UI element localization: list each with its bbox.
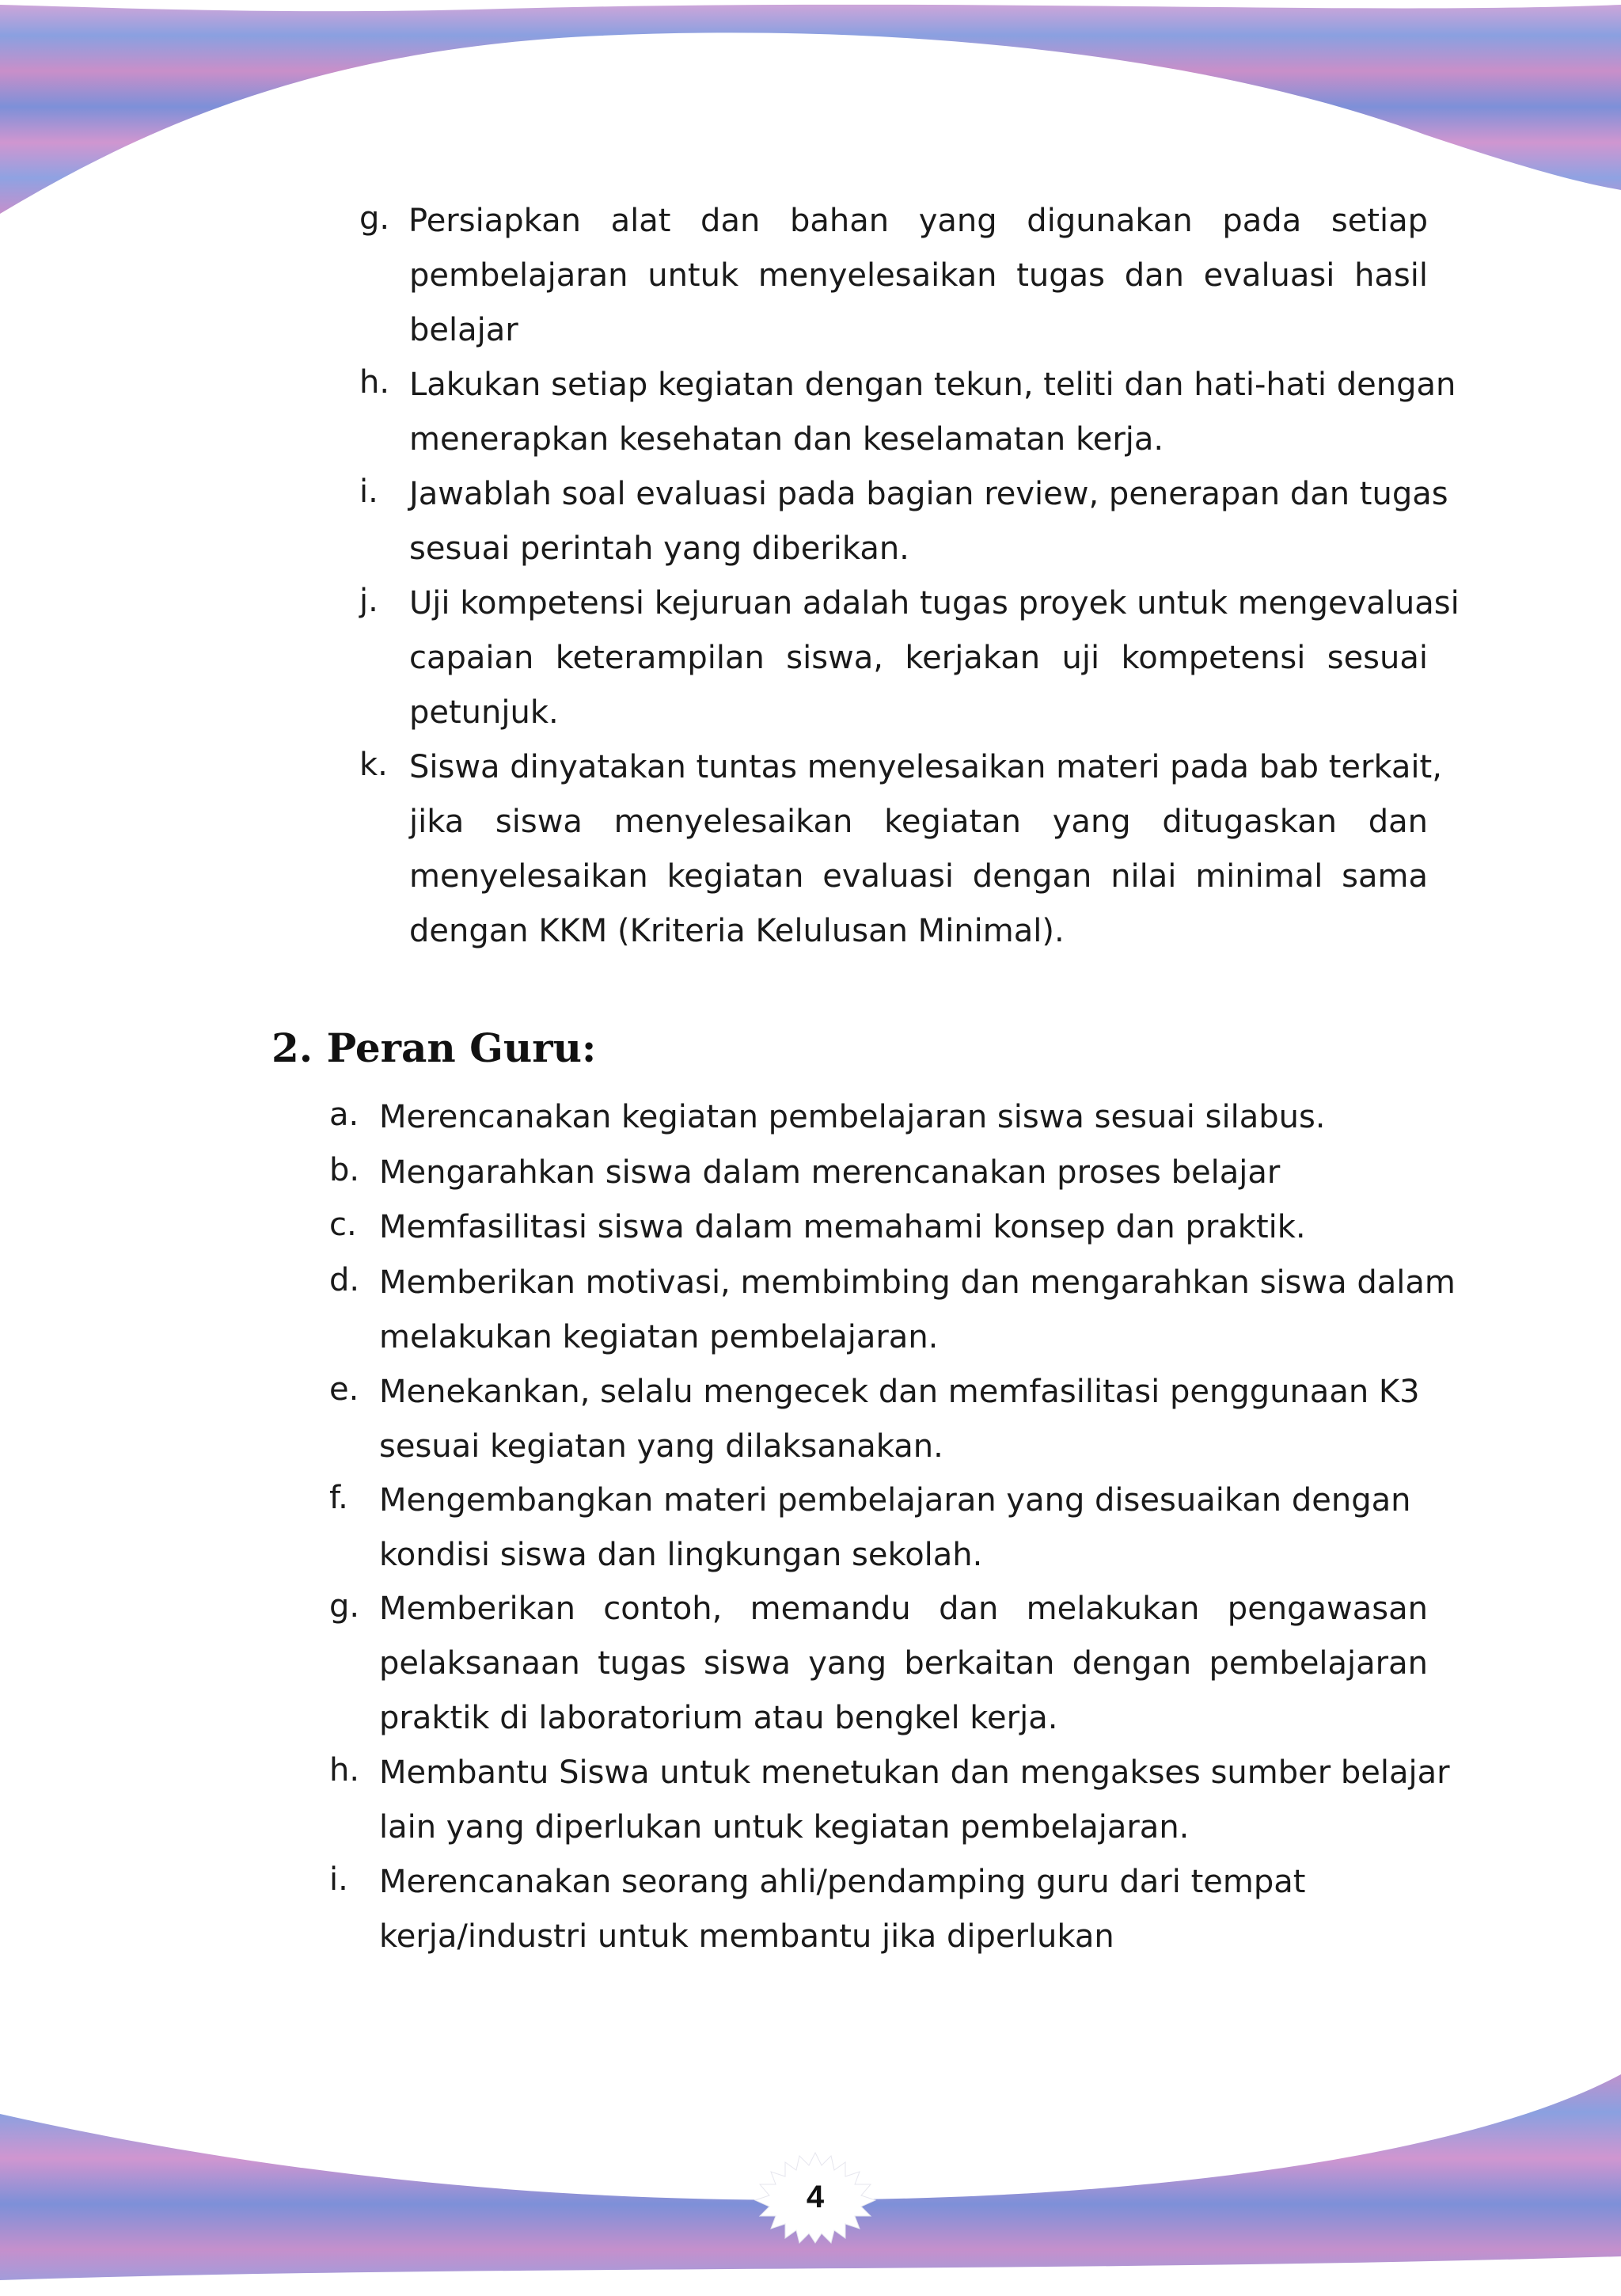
list-item-line: Jawablah soal evaluasi pada bagian review, penerapan dan tugas xyxy=(409,476,1448,512)
list-item-line: Memberikan motivasi, membimbing dan mengarahkan siswa dalam xyxy=(379,1264,1456,1301)
list-item xyxy=(356,473,1448,567)
list-item-line: Membantu Siswa untuk menetukan dan mengakses sumber belajar xyxy=(379,1754,1450,1791)
list-item-line: Siswa dinyatakan tuntas menyelesaikan materi pada bab terkait, xyxy=(409,749,1442,785)
list-marker: g. xyxy=(359,200,390,237)
list-marker: g. xyxy=(329,1588,360,1625)
list-marker: h. xyxy=(359,364,390,401)
list-marker: a. xyxy=(329,1097,359,1133)
list-item-line: petunjuk. xyxy=(409,694,559,731)
list-item-line: Mengembangkan materi pembelajaran yang disesuaikan dengan xyxy=(379,1482,1411,1519)
list-item-line: belajar xyxy=(409,312,518,348)
list-item xyxy=(356,583,1460,733)
list-item-line: Persiapkan alat dan bahan yang digunakan pada setiap xyxy=(408,203,1428,239)
list-item xyxy=(326,1480,1428,1578)
list-item-line: Lakukan setiap kegiatan dengan tekun, teliti dan hati-hati dengan xyxy=(409,367,1456,403)
list-item-line: menyelesaikan kegiatan evaluasi dengan nilai minimal sama xyxy=(409,858,1428,895)
list-item xyxy=(326,1371,1428,1469)
list-item-line: lain yang diperlukan untuk kegiatan pembelajaran. xyxy=(379,1809,1190,1846)
list-marker: e. xyxy=(329,1371,359,1408)
list-item-line: Uji kompetensi kejuruan adalah tugas proyek untuk mengevaluasi xyxy=(409,585,1460,622)
list-item-line: pelaksanaan tugas siswa yang berkaitan dengan pembelajaran xyxy=(379,1645,1428,1682)
list-item-line: capaian keterampilan siswa, kerjakan uji kompetensi sesuai xyxy=(409,640,1428,676)
list-marker: h. xyxy=(329,1752,360,1789)
list-item-line: Merencanakan kegiatan pembelajaran siswa sesuai silabus. xyxy=(379,1099,1326,1135)
list-item-line: sesuai kegiatan yang dilaksanakan. xyxy=(379,1428,943,1465)
list-item xyxy=(326,1207,1428,1251)
section-heading: 2. Peran Guru: xyxy=(271,1024,597,1071)
list-marker: j. xyxy=(359,583,378,619)
list-item-line: dengan KKM (Kriteria Kelulusan Minimal). xyxy=(409,913,1065,949)
list-item xyxy=(356,200,1428,348)
list-item-line: Merencanakan seorang ahli/pendamping guru dari tempat xyxy=(379,1864,1306,1900)
page-number-badge xyxy=(752,2150,879,2245)
list-marker: d. xyxy=(329,1262,360,1298)
list-item-line: kerja/industri untuk membantu jika diperlukan xyxy=(379,1918,1114,1955)
list-item xyxy=(326,1152,1428,1196)
list-marker: k. xyxy=(359,747,388,783)
list-marker: i. xyxy=(359,473,378,510)
list-item-line: Memfasilitasi siswa dalam memahami konsep dan praktik. xyxy=(379,1209,1306,1245)
list-item xyxy=(356,747,1442,952)
list-item-line: jika siswa menyelesaikan kegiatan yang ditugaskan dan xyxy=(409,804,1428,840)
list-item xyxy=(326,1262,1456,1360)
list-marker: b. xyxy=(329,1152,360,1188)
list-item xyxy=(326,1588,1428,1740)
list-item-line: sesuai perintah yang diberikan. xyxy=(409,530,909,567)
list-item xyxy=(356,364,1456,458)
list-item-line: Memberikan contoh, memandu dan melakukan pengawasan xyxy=(379,1591,1428,1627)
list-item-line: praktik di laboratorium atau bengkel kerja. xyxy=(379,1700,1058,1736)
list-item-line: Mengarahkan siswa dalam merencanakan proses belajar xyxy=(379,1154,1281,1191)
list-item-line: pembelajaran untuk menyelesaikan tugas dan evaluasi hasil xyxy=(409,257,1428,294)
list-item-line: kondisi siswa dan lingkungan sekolah. xyxy=(379,1537,983,1573)
page-number: 4 xyxy=(806,2180,825,2214)
list-item xyxy=(326,1861,1428,1960)
list-item xyxy=(326,1097,1428,1141)
list-item-line: Menekankan, selalu mengecek dan memfasilitasi penggunaan K3 xyxy=(379,1374,1420,1410)
list-item-line: melakukan kegiatan pembelajaran. xyxy=(379,1319,939,1355)
list-item-line: menerapkan kesehatan dan keselamatan kerja. xyxy=(409,421,1164,458)
list-marker: c. xyxy=(329,1207,357,1243)
list-marker: i. xyxy=(329,1861,348,1898)
list-item xyxy=(326,1752,1450,1850)
list-marker: f. xyxy=(329,1480,348,1516)
